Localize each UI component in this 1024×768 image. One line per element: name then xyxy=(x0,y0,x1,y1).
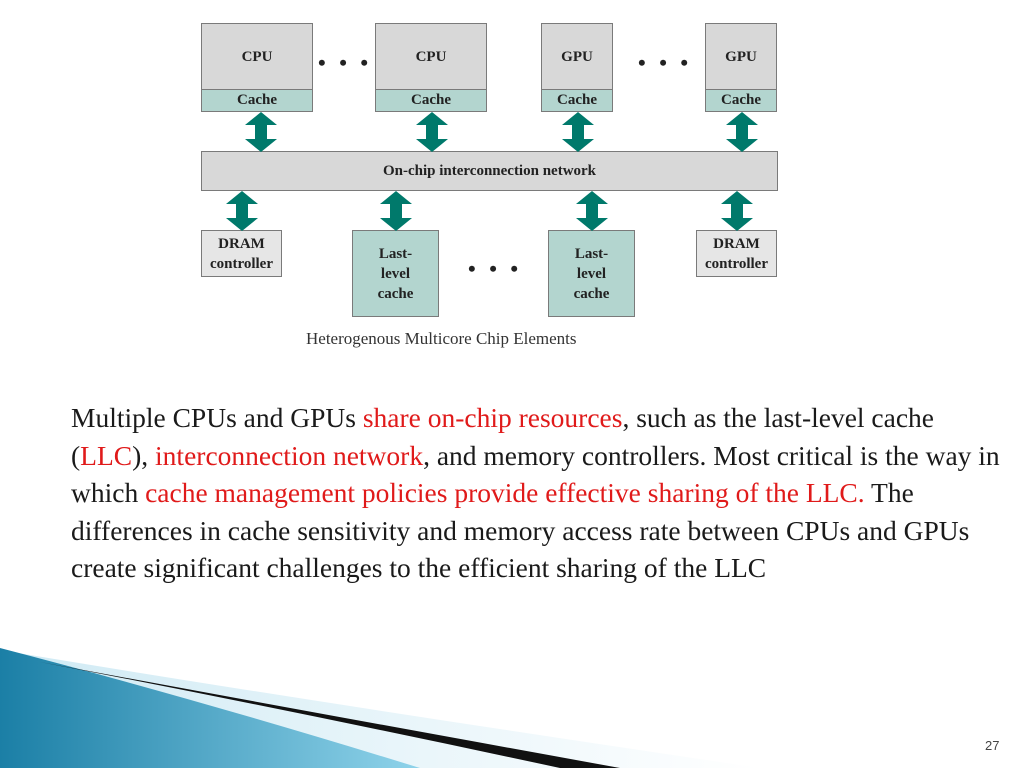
arrow-bus-llc2 xyxy=(576,191,608,231)
cpu-ellipsis: • • • xyxy=(318,50,373,75)
text-segment: , and memory controllers. Most critical is the way in which xyxy=(71,439,1000,509)
diagram-caption: Heterogenous Multicore Chip Elements xyxy=(306,329,577,348)
highlight-interconnection: interconnection network xyxy=(155,439,424,471)
cpu-label: CPU xyxy=(202,24,312,90)
arrow-bus-dram1 xyxy=(226,191,258,231)
text-segment: The differences in cache sensitivity and memory access rate between CPUs and GPUs create significant challenges to the efficient sharing of the LLC xyxy=(71,477,970,584)
llc-line1: Last- xyxy=(378,245,413,262)
cpu-label: CPU xyxy=(376,24,486,90)
highlight-llc: LLC xyxy=(80,439,133,471)
arrow-bus-llc1 xyxy=(380,191,412,231)
cpu-unit-2 xyxy=(375,23,487,112)
llc-line3: cache xyxy=(573,285,610,302)
arrow-bus-dram2 xyxy=(721,191,753,231)
arrow-gpu1-bus xyxy=(562,112,594,152)
arrow-cpu2-bus xyxy=(416,112,448,152)
llc-line2: level xyxy=(380,265,411,282)
llc-ellipsis: • • • xyxy=(468,256,523,281)
cpu-unit-1 xyxy=(201,23,313,112)
text-segment: ), xyxy=(132,439,156,471)
gpu-label: GPU xyxy=(706,24,776,90)
text-segment: , such as the last-level cache ( xyxy=(71,402,934,471)
interconnection-bus: On-chip interconnection network xyxy=(201,151,778,191)
highlight-shared-resources: share on-chip resources xyxy=(362,402,623,433)
last-level-cache-2 xyxy=(548,230,635,317)
dram-line1: DRAM xyxy=(218,235,265,252)
cache-label: Cache xyxy=(542,89,612,111)
cache-label: Cache xyxy=(376,89,486,111)
gpu-unit-1 xyxy=(541,23,613,112)
chip-diagram xyxy=(0,0,1024,360)
highlight-cache-policies: cache management policies provide effective sharing of the LLC. xyxy=(145,477,865,509)
gpu-label: GPU xyxy=(542,24,612,90)
dram-controller-left xyxy=(201,230,282,277)
llc-line3: cache xyxy=(377,285,414,302)
cache-label: Cache xyxy=(202,89,312,111)
text-segment: Multiple CPUs and GPUs xyxy=(71,402,363,433)
gpu-ellipsis: • • • xyxy=(638,50,693,75)
dram-line2: controller xyxy=(704,255,769,272)
last-level-cache-1 xyxy=(352,230,439,317)
llc-line2: level xyxy=(576,265,607,282)
gpu-unit-2 xyxy=(705,23,777,112)
slide-number: 27 xyxy=(985,738,1000,753)
arrow-gpu2-bus xyxy=(726,112,758,152)
dram-controller-right xyxy=(696,230,777,277)
dram-line1: DRAM xyxy=(713,235,760,252)
cache-label: Cache xyxy=(706,89,776,111)
arrow-cpu1-bus xyxy=(245,112,277,152)
footer-swoosh-decoration xyxy=(0,640,1024,768)
dram-line2: controller xyxy=(209,255,274,272)
llc-line1: Last- xyxy=(574,245,609,262)
body-paragraph xyxy=(71,399,1001,587)
